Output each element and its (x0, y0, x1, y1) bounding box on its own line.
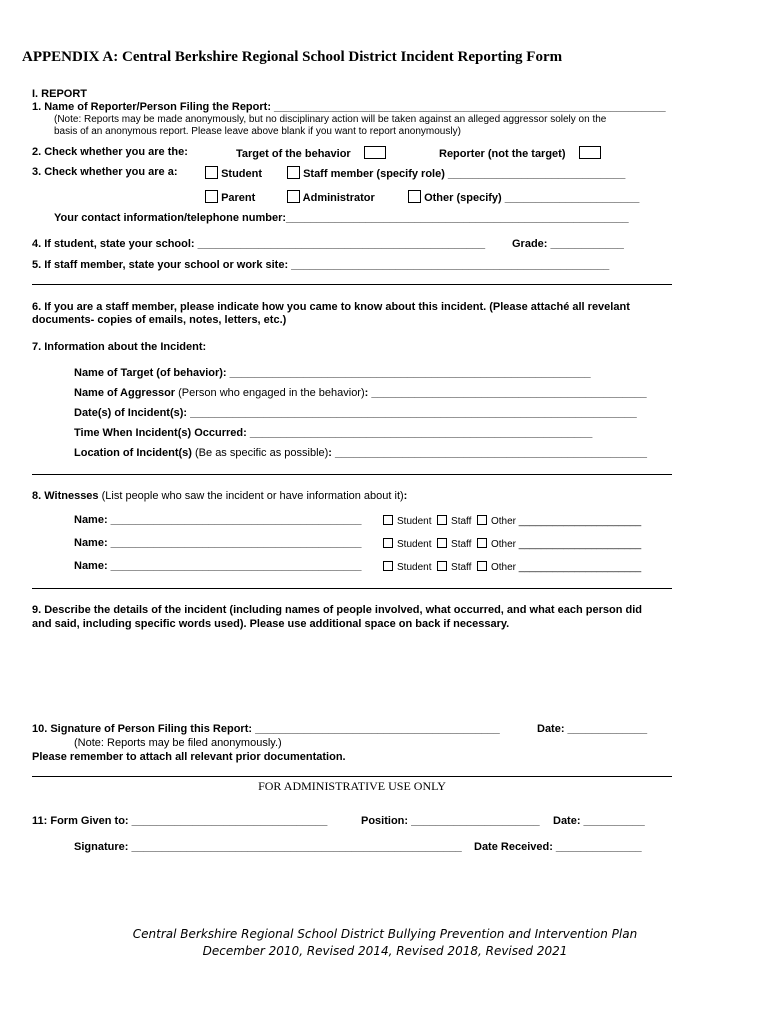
staff-worksite-field[interactable]: 5. If staff member, state your school or work site: ____________________________________________________ (32, 259, 610, 271)
location-line[interactable]: : ___________________________________________________ (328, 447, 648, 459)
divider (32, 776, 672, 777)
witness-staff-label: Staff (451, 562, 472, 573)
location-hint: (Be as specific as possible) (195, 447, 329, 459)
admin-use-heading: FOR ADMINISTRATIVE USE ONLY (258, 779, 446, 793)
witnesses-heading (32, 490, 407, 503)
date-received-field[interactable]: Date Received: ______________ (474, 841, 642, 853)
target-checkbox[interactable] (364, 146, 386, 159)
administrator-label: Administrator (302, 192, 375, 204)
witness-other-field[interactable]: Other ______________________ (491, 539, 642, 550)
target-label: Target of the behavior (236, 148, 351, 160)
divider (32, 284, 672, 285)
staff-role-field[interactable]: Staff member (specify role) _____________________________ (303, 168, 626, 180)
witness-staff-checkbox[interactable] (437, 561, 447, 571)
witness-other-field[interactable]: Other ______________________ (491, 516, 642, 527)
reporter-checkbox[interactable] (579, 146, 601, 159)
incident-location-field[interactable] (74, 447, 647, 460)
anonymous-note-line1: (Note: Reports may be made anonymously, but no disciplinary action will be taken against an alleged aggressor solely on the (54, 114, 607, 125)
other-option (408, 190, 639, 205)
location-label: Location of Incident(s) (74, 447, 192, 459)
grade-field[interactable]: Grade: ____________ (512, 238, 624, 250)
signature-date-field[interactable]: Date: _____________ (537, 723, 648, 735)
witness-other-checkbox[interactable] (477, 538, 487, 548)
witness-staff-label: Staff (451, 539, 472, 550)
witness-other-checkbox[interactable] (477, 561, 487, 571)
divider (32, 474, 672, 475)
parent-checkbox[interactable] (205, 190, 218, 203)
incident-dates-field[interactable]: Date(s) of Incident(s): _________________________________________________________________________ (74, 407, 637, 419)
form-given-to-field[interactable]: 11: Form Given to: ________________________________ (32, 815, 328, 827)
anonymous-note-line2: basis of an anonymous report. Please leave above blank if you want to report anonymously) (54, 126, 461, 137)
incident-details-question-line1: 9. Describe the details of the incident (including names of people involved, what occurred, and what each person did (32, 604, 643, 616)
position-field[interactable]: Position: _____________________ (361, 815, 540, 827)
witness-type-options (383, 561, 641, 574)
footer-revision-dates: December 2010, Revised 2014, Revised 2018, Revised 2021 (202, 944, 568, 958)
witness-type-options (383, 515, 641, 528)
witness-student-checkbox[interactable] (383, 538, 393, 548)
staff-option (287, 166, 625, 181)
incident-time-field[interactable]: Time When Incident(s) Occurred: ________________________________________________________ (74, 427, 593, 439)
anonymous-filing-note: (Note: Reports may be filed anonymously.) (74, 737, 282, 749)
footer-plan-title: Central Berkshire Regional School District Bullying Prevention and Intervention Plan (132, 927, 638, 941)
reporter-option (439, 146, 601, 161)
witness-student-checkbox[interactable] (383, 515, 393, 525)
target-name-field[interactable]: Name of Target (of behavior): ___________________________________________________________ (74, 367, 591, 379)
contact-info-field[interactable]: Your contact information/telephone number:________________________________________________________ (54, 212, 629, 224)
reporter-label: Reporter (not the target) (439, 148, 566, 160)
staff-knowledge-question-line2: documents- copies of emails, notes, letters, etc.) (32, 314, 287, 326)
witness-student-checkbox[interactable] (383, 561, 393, 571)
form-title: APPENDIX A: Central Berkshire Regional School District Incident Reporting Form (22, 49, 563, 65)
attach-documentation-reminder: Please remember to attach all relevant prior documentation. (32, 751, 346, 763)
witness-student-label: Student (397, 539, 432, 550)
other-specify-field[interactable]: Other (specify) ______________________ (424, 192, 640, 204)
administrator-checkbox[interactable] (287, 190, 300, 203)
check-type-label: 3. Check whether you are a: (32, 166, 178, 178)
student-school-field[interactable]: 4. If student, state your school: _______________________________________________ (32, 238, 486, 250)
witnesses-label: 8. Witnesses (32, 490, 99, 502)
student-option (205, 166, 262, 181)
parent-label: Parent (221, 192, 256, 204)
witness-staff-checkbox[interactable] (437, 515, 447, 525)
student-checkbox[interactable] (205, 166, 218, 179)
aggressor-hint: (Person who engaged in the behavior) (178, 387, 365, 399)
target-option (236, 146, 386, 161)
aggressor-line[interactable]: : _____________________________________________ (364, 387, 647, 399)
reporter-signature-field[interactable]: 10. Signature of Person Filing this Report: ________________________________________ (32, 723, 500, 735)
witness-staff-label: Staff (451, 516, 472, 527)
student-label: Student (221, 168, 263, 180)
divider (32, 588, 672, 589)
admin-date-field[interactable]: Date: __________ (553, 815, 645, 827)
witnesses-hint: (List people who saw the incident or have information about it) (101, 490, 404, 502)
witness-name-field[interactable]: Name: _________________________________________ (74, 560, 362, 572)
incident-details-question-line2: and said, including specific words used). Please use additional space on back if necessary. (32, 618, 510, 630)
incident-info-heading: 7. Information about the Incident: (32, 341, 207, 353)
witness-type-options (383, 538, 641, 551)
witness-name-field[interactable]: Name: _________________________________________ (74, 514, 362, 526)
aggressor-label: Name of Aggressor (74, 387, 176, 399)
staff-knowledge-question-line1: 6. If you are a staff member, please indicate how you came to know about this incident. (Please attaché all revelant (32, 301, 630, 313)
staff-checkbox[interactable] (287, 166, 300, 179)
witness-student-label: Student (397, 516, 432, 527)
admin-signature-field[interactable]: Signature: ______________________________________________________ (74, 841, 462, 853)
witness-student-label: Student (397, 562, 432, 573)
witness-other-field[interactable]: Other ______________________ (491, 562, 642, 573)
check-role-label: 2. Check whether you are the: (32, 146, 188, 158)
parent-option (205, 190, 255, 205)
other-checkbox[interactable] (408, 190, 421, 203)
aggressor-name-field[interactable] (74, 387, 647, 400)
section-report-heading: I. REPORT (32, 88, 88, 100)
witnesses-colon: : (403, 490, 408, 502)
administrator-option (287, 190, 375, 205)
witness-staff-checkbox[interactable] (437, 538, 447, 548)
reporter-name-field[interactable]: 1. Name of Reporter/Person Filing the Report: ________________________________________________________________ (32, 101, 666, 113)
witness-name-field[interactable]: Name: _________________________________________ (74, 537, 362, 549)
witness-other-checkbox[interactable] (477, 515, 487, 525)
